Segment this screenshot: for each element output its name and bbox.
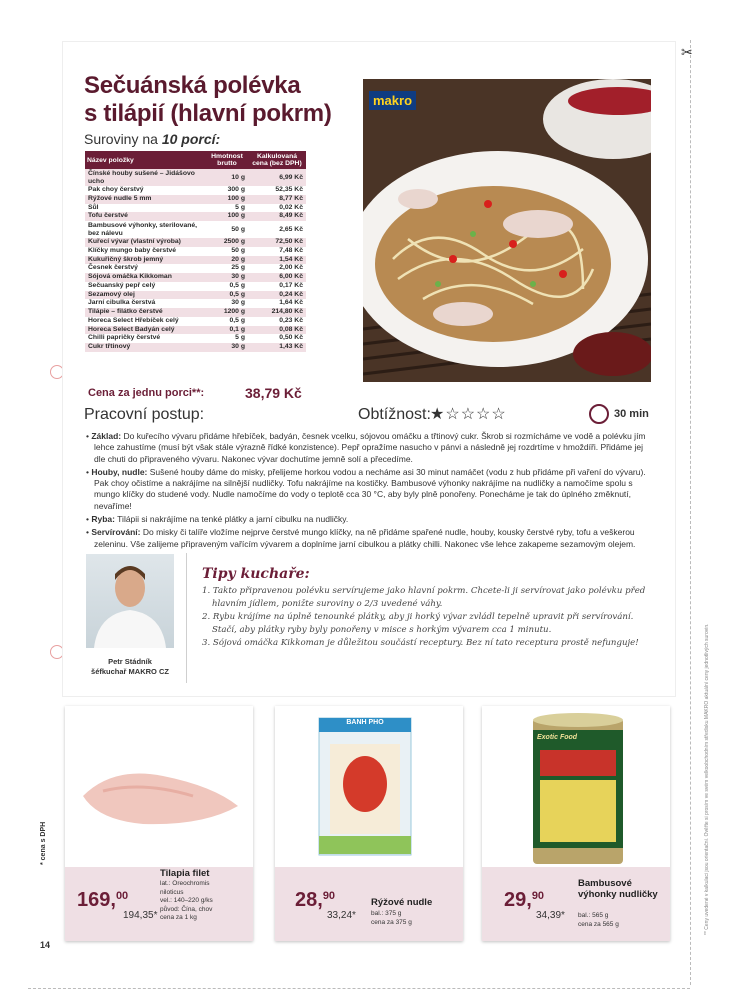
clock-icon [589,404,609,424]
ingredient-price: 7,48 Kč [248,247,306,256]
ingredient-name: Chilli papričky čerstvé [85,334,206,343]
column-header: Název položky [85,151,206,169]
ingredient-price: 72,50 Kč [248,238,306,247]
makro-logo: makro [369,91,416,110]
ingredients-table [85,151,306,352]
ingredient-weight: 0,5 g [206,282,248,291]
product-price: 29,90 [504,889,545,911]
ingredient-name: Sójová omáčka Kikkoman [85,273,206,282]
ingredient-row [85,212,306,221]
ingredient-name: Kukuřičný škrob jemný [85,256,206,265]
ingredient-row [85,256,306,265]
ingredient-row [85,343,306,352]
portion-price-value: 38,79 Kč [245,385,302,401]
tip-item: 2. Rybu krájíme na úplně tenounké plátky, aby ji horký vývar zvládl tepelně upravit při servírování. Stačí, aby plátky ryby byly ponořeny v misce s horkým vývarem cca 1 minutu. [202,612,634,635]
ingredient-weight: 100 g [206,212,248,221]
ingredient-row [85,273,306,282]
ingredient-row [85,326,306,335]
ingredient-price: 0,23 Kč [248,317,306,326]
ingredient-name: Sečuanský pepř celý [85,282,206,291]
ingredient-price: 2,00 Kč [248,264,306,273]
ingredient-weight: 50 g [206,247,248,256]
step-item: • Základ: Do kuřecího vývaru přidáme hřebíček, badyán, česnek vcelku, sójovou omáčku a třtinový cukr. Škrob si rozmícháme ve vodě a polévku jím lehce zahustíme (musí být však stále výrazně řídké konzistence). Pepř opražíme nasucho v pánvi a následně jej rozdrtíme v hmoždíři. Přidáme jej dle chuti do připraveného vývaru. Nakonec vývar dochutíme jemně solí a přecedíme. [86,431,646,464]
noodles-pack-image [315,714,415,859]
ingredient-row [85,221,306,238]
ingredient-weight: 30 g [206,343,248,352]
pack-brand: Exotic Food [537,734,578,741]
ingredient-name: Horeca Select Hřebíček celý [85,317,206,326]
ingredient-weight: 25 g [206,264,248,273]
ingredient-name: Klíčky mungo baby čerstvé [85,247,206,256]
ingredient-name: Horeca Select Badyán celý [85,326,206,335]
ingredient-price: 6,00 Kč [248,273,306,282]
recipe-title: Sečuánská polévka s tilápií (hlavní pokrm) [84,72,332,127]
product-name: Tilapia filet [160,868,210,879]
ingredient-row [85,291,306,300]
ingredient-weight: 300 g [206,186,248,195]
left-margin [0,40,60,940]
ingredient-row [85,317,306,326]
product-desc: lat.: Oreochromis niloticus vel.: 140–220 g/ks původ: Čína, chov cena za 1 kg [160,880,213,921]
ingredient-weight: 0,5 g [206,291,248,300]
ingredient-name: Kuřecí vývar (vlastní výroba) [85,238,206,247]
binder-hole [50,645,64,659]
ingredient-weight: 1200 g [206,308,248,317]
ingredient-weight: 20 g [206,256,248,265]
product-name: Bambusové výhonky nudličky [578,878,658,900]
ingredient-price: 1,54 Kč [248,256,306,265]
disclaimer-note: ** Ceny uvedené v kalkulaci jsou orientační. Ověřte si prosím ve svém velkoobchodním středisku MAKRO aktuální ceny jednotlivých surovin. [704,623,710,935]
column-header: Kalkulovaná cena (bez DPH) [248,151,306,169]
product-price-vat: 194,35* [123,910,158,921]
product-card-noodles[interactable] [275,706,463,941]
tip-item: 3. Sójová omáčka Kikkoman je důležitou součástí receptury. Bez ní tato receptura prostě nefunguje! [202,638,639,648]
soup-photo [363,79,651,382]
ingredient-weight: 0,1 g [206,326,248,335]
ingredient-price: 6,99 Kč [248,169,306,186]
prep-time: 30 min [614,408,649,420]
ingredient-row [85,308,306,317]
procedure-steps [86,431,652,552]
ingredient-name: Česnek čerstvý [85,264,206,273]
ingredient-name: Jarní cibulka čerstvá [85,299,206,308]
ingredient-name: Tilápie – filátko čerstvé [85,308,206,317]
difficulty-stars: ★☆☆☆☆ [430,406,507,423]
ingredient-row [85,186,306,195]
product-name: Rýžové nudle [371,897,433,908]
ingredient-price: 0,02 Kč [248,204,306,213]
chef-photo [86,554,174,648]
ingredient-row [85,264,306,273]
step-item: • Servírování: Do misky či talíře vložíme nejprve čerstvé mungo klíčky, na ně přidáme spařené nudle, houby, kousky čerstvé ryby, tofu a veškerou zeleninu. Vše zalijeme připraveným vařícím vývarem a doplníme jarní cibulkou a plátky chilli. Nakonec vše lehce zakapeme sezamovým olejem. [86,527,636,549]
ingredient-row [85,247,306,256]
product-card-tilapia[interactable] [65,706,253,941]
product-desc: bal.: 565 g cena za 565 g [578,912,619,928]
ingredient-weight: 0,5 g [206,317,248,326]
ingredient-name: Pak choy čerstvý [85,186,206,195]
ingredient-weight: 10 g [206,169,248,186]
product-price-vat: 34,39* [536,910,565,921]
ingredient-weight: 5 g [206,204,248,213]
ingredient-price: 214,80 Kč [248,308,306,317]
product-price-vat: 33,24* [327,910,356,921]
ingredient-weight: 100 g [206,195,248,204]
tips-list [202,585,657,650]
ingredient-price: 8,49 Kč [248,212,306,221]
tip-item: 1. Takto připravenou polévku servírujeme jako hlavní pokrm. Chcete-li ji servírovat jako polévku před hlavním jídlem, ponižte suroviny o 2/3 uvedené váhy. [202,586,646,609]
ingredient-weight: 5 g [206,334,248,343]
column-header: Hmotnost brutto [206,151,248,169]
ingredient-row [85,204,306,213]
cut-line [28,988,690,989]
binder-hole [50,365,64,379]
product-price: 169,00 [77,889,129,911]
page-number: 14 [40,940,51,950]
ingredient-price: 0,08 Kč [248,326,306,335]
vat-note: * cena s DPH [40,821,47,865]
soup-illustration [363,79,651,382]
ingredient-row [85,238,306,247]
difficulty-heading: Obtížnost: [358,406,431,423]
ingredient-price: 8,77 Kč [248,195,306,204]
product-desc: bal.: 375 g cena za 375 g [371,910,412,926]
step-item: • Ryba: Tilápii si nakrájíme na tenké plátky a jarní cibulku na nudličky. [86,514,349,525]
cut-line [690,40,691,985]
ingredient-row [85,169,306,186]
product-price: 28,90 [295,889,336,911]
ingredient-weight: 30 g [206,299,248,308]
ingredient-name: Tofu čerstvé [85,212,206,221]
ingredient-weight: 50 g [206,221,248,238]
ingredient-row [85,282,306,291]
ingredient-price: 0,50 Kč [248,334,306,343]
ingredient-name: Rýžové nudle 5 mm [85,195,206,204]
servings-line: Suroviny na 10 porcí: [84,131,221,147]
ingredient-price: 0,17 Kč [248,282,306,291]
ingredient-price: 1,64 Kč [248,299,306,308]
ingredient-name: Čínské houby sušené – Jidášovo ucho [85,169,206,186]
ingredient-row [85,334,306,343]
ingredient-price: 52,35 Kč [248,186,306,195]
product-card-bamboo[interactable] [482,706,670,941]
ingredient-name: Bambusové výhonky, sterilované, bez nálevu [85,221,206,238]
ingredient-price: 1,43 Kč [248,343,306,352]
ingredient-name: Sůl [85,204,206,213]
ingredient-weight: 30 g [206,273,248,282]
ingredient-price: 0,24 Kč [248,291,306,300]
ingredient-weight: 2500 g [206,238,248,247]
ingredient-price: 2,65 Kč [248,221,306,238]
procedure-heading: Pracovní postup: [84,406,205,423]
ingredient-row [85,299,306,308]
divider [186,553,187,683]
ingredient-row [85,195,306,204]
ingredient-name: Sezamový olej [85,291,206,300]
pack-brand: BANH PHO [346,719,384,726]
scissors-icon: ✂ [681,44,693,60]
tips-title: Tipy kuchaře: [202,566,310,582]
fish-fillet-image [73,746,245,836]
chef-caption: Petr Stádník šéfkuchař MAKRO CZ [91,657,169,676]
portion-price-label: Cena za jednu porci**: [88,387,205,399]
step-item: • Houby, nudle: Sušené houby dáme do misky, přelijeme horkou vodou a necháme asi 30 minut namáčet (vodu z hub přidáme při vaření do vývaru). Pak choy očistíme a nakrájíme na silnější nudličky. Tofu nakrájíme na kostičky. Bambusové výhonky nakrájíme na nudličky a namočíme spolu s mungo klíčky do studené vody. Nudle namočíme do vody o teplotě cca 30 °C, aby byly plně ponořeny. Ponecháme je tak do úplného změknutí, nevaříme! [86,466,646,511]
ingredient-name: Cukr třtinový [85,343,206,352]
